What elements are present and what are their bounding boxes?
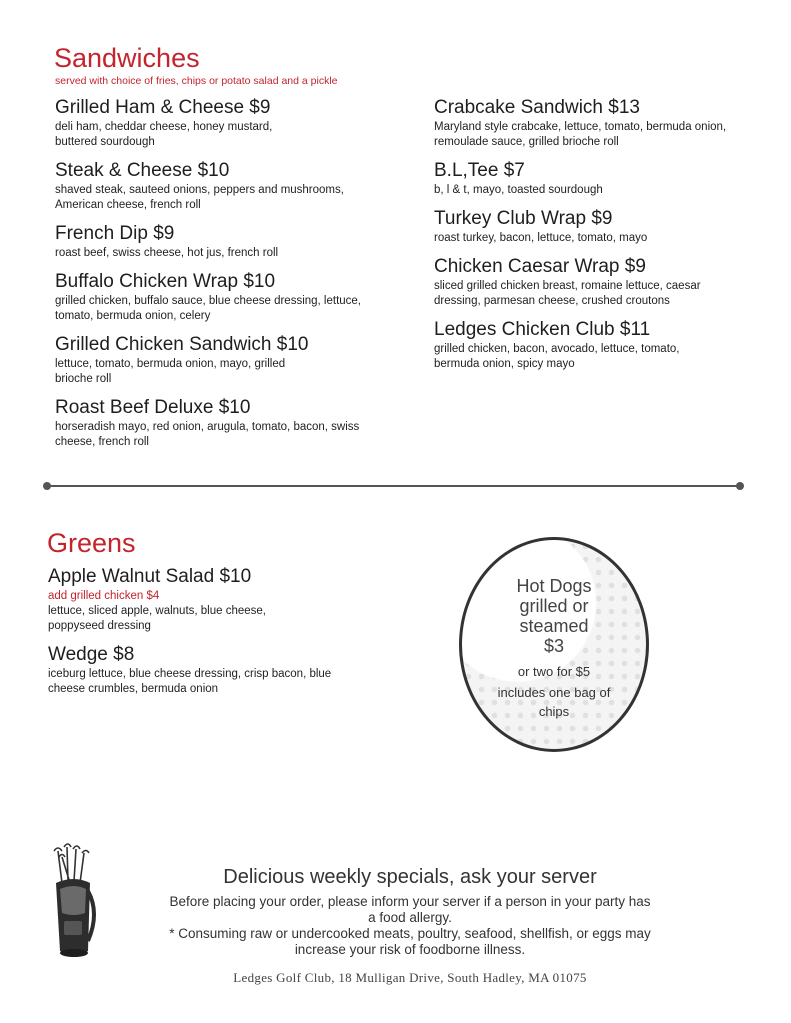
item-description: sliced grilled chicken breast, romaine lettuce, caesar dressing, parmesan cheese, crushed croutons [434,280,701,307]
item-description: horseradish mayo, red onion, arugula, tomato, bacon, swiss cheese, french roll [55,421,360,448]
menu-item [48,565,378,634]
hotdogs-deal: or two for $5 [517,664,591,679]
allergy-notice [110,894,710,958]
allergy-line: * Consuming raw or undercooked meats, poultry, seafood, shellfish, or eggs may [169,926,651,941]
item-name: Wedge $8 [48,644,135,665]
item-description: grilled chicken, buffalo sauce, blue cheese dressing, lettuce, tomato, bermuda onion, celery [55,295,362,322]
greens-title: Greens [47,528,136,558]
menu-item [55,333,395,387]
item-description: shaved steak, sauteed onions, peppers and mushrooms, American cheese, french roll [55,184,344,211]
sandwiches-subtitle: served with choice of fries, chips or potato salad and a pickle [55,75,338,87]
divider-right-dot [736,482,744,490]
item-description: lettuce, sliced apple, walnuts, blue cheese, poppyseed dressing [48,605,266,632]
item-description: Maryland style crabcake, lettuce, tomato, bermuda onion, remoulade sauce, grilled brioche roll [434,121,727,148]
item-description: roast turkey, bacon, lettuce, tomato, mayo [434,232,648,244]
hotdogs-note: chips [538,704,570,719]
item-name: Ledges Chicken Club $11 [434,319,651,340]
menu-item [434,255,744,309]
allergy-line: increase your risk of foodborne illness. [294,942,526,957]
allergy-line: Before placing your order, please inform your server if a person in your party has [169,894,651,909]
hotdogs-line: steamed [519,616,589,636]
item-name: Steak & Cheese $10 [55,160,230,181]
hotdogs-content [462,576,646,721]
item-name: Grilled Chicken Sandwich $10 [55,334,309,355]
item-name: Turkey Club Wrap $9 [434,208,613,229]
item-name: Buffalo Chicken Wrap $10 [55,271,276,292]
hotdogs-title: Hot Dogs [516,576,592,596]
item-name: French Dip $9 [55,223,175,244]
menu-item [55,222,395,261]
item-name: Grilled Ham & Cheese $9 [55,97,271,118]
item-name: Crabcake Sandwich $13 [434,97,640,118]
item-description: iceburg lettuce, blue cheese dressing, crisp bacon, blue cheese crumbles, bermuda onion [48,668,332,695]
sandwiches-right-column [434,96,744,381]
item-name: B.L,Tee $7 [434,160,525,181]
menu-item [434,318,744,372]
allergy-line: a food allergy. [368,910,452,925]
menu-item [55,270,395,324]
golf-bag-icon [40,843,108,963]
hotdogs-note: includes one bag of [497,685,611,700]
menu-item [434,159,744,198]
item-description: lettuce, tomato, bermuda onion, mayo, grilled brioche roll [55,358,286,385]
item-description: grilled chicken, bacon, avocado, lettuce, tomato, bermuda onion, spicy mayo [434,343,680,370]
item-description: deli ham, cheddar cheese, honey mustard, buttered sourdough [55,121,273,148]
item-description: roast beef, swiss cheese, hot jus, french roll [55,247,279,259]
menu-item [55,396,395,450]
hotdogs-golf-ball [459,537,649,752]
sandwiches-left-column [55,96,395,459]
hotdogs-price: $3 [543,636,565,656]
greens-column [48,565,378,706]
menu-item [55,96,395,150]
sandwiches-title: Sandwiches [54,43,200,73]
menu-item [55,159,395,213]
hotdogs-line: grilled or [519,596,589,616]
section-divider [46,485,740,487]
weekly-specials: Delicious weekly specials, ask your server [223,866,597,888]
item-addon: add grilled chicken $4 [48,590,160,602]
menu-item [48,643,378,697]
item-name: Roast Beef Deluxe $10 [55,397,251,418]
item-name: Apple Walnut Salad $10 [48,566,252,587]
menu-item [434,207,744,246]
item-name: Chicken Caesar Wrap $9 [434,256,646,277]
item-description: b, l & t, mayo, toasted sourdough [434,184,603,196]
menu-item [434,96,744,150]
club-address: Ledges Golf Club, 18 Mulligan Drive, South Hadley, MA 01075 [233,970,587,985]
